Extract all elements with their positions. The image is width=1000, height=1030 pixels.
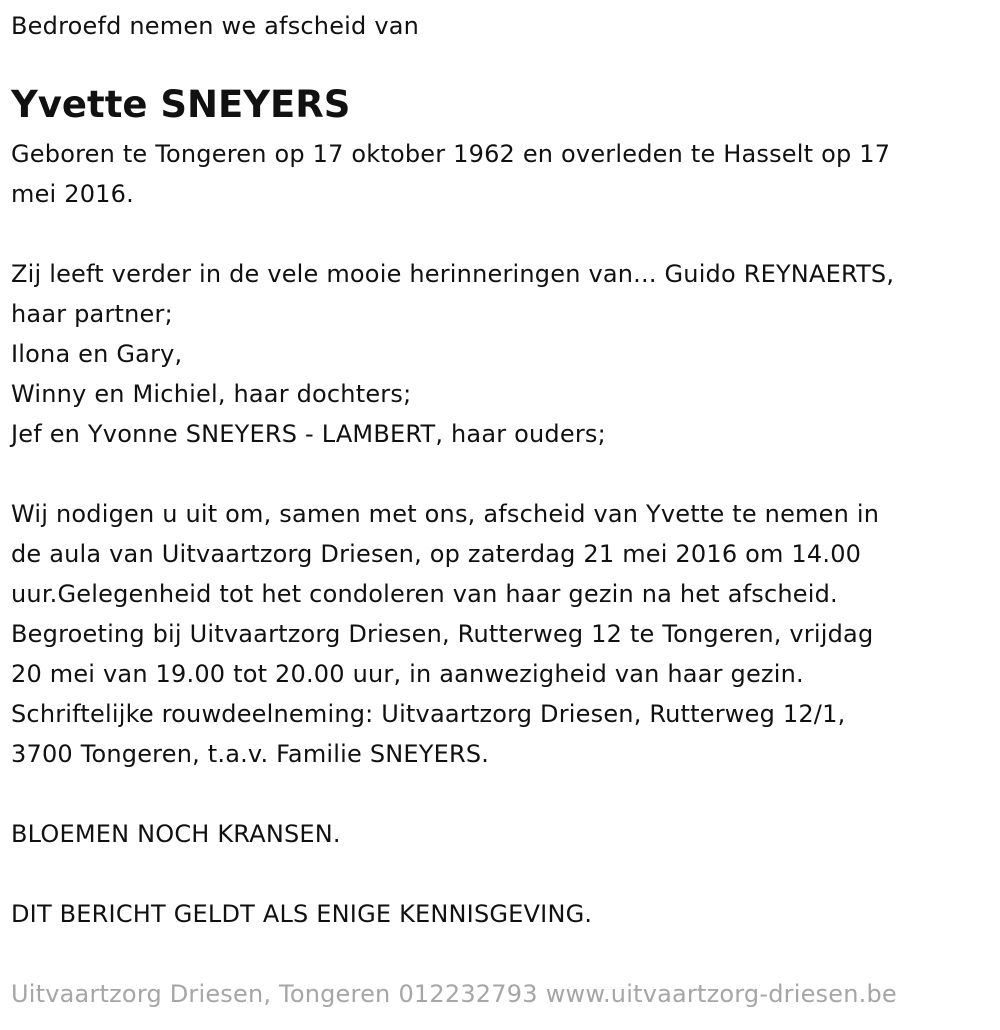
family-line: Ilona en Gary, (11, 340, 183, 368)
intro-text: Bedroefd nemen we afscheid van (11, 12, 420, 40)
ceremony-line: 3700 Tongeren, t.a.v. Familie SNEYERS. (11, 740, 490, 768)
ceremony-line: Begroeting bij Uitvaartzorg Driesen, Rutterweg 12 te Tongeren, vrijdag (11, 620, 874, 648)
ceremony-line: Schriftelijke rouwdeelneming: Uitvaartzorg Driesen, Rutterweg 12/1, (11, 700, 846, 728)
ceremony-paragraph (11, 494, 879, 774)
footer-website-link[interactable]: www.uitvaartzorg-driesen.be (545, 980, 897, 1008)
family-line: haar partner; (11, 300, 173, 328)
family-line: Jef en Yvonne SNEYERS - LAMBERT, haar ouders; (11, 420, 606, 448)
footer-phone: 012232793 (398, 980, 538, 1008)
ceremony-line: 20 mei van 19.00 tot 20.00 uur, in aanwezigheid van haar gezin. (11, 660, 804, 688)
ceremony-line: uur.Gelegenheid tot het condoleren van haar gezin na het afscheid. (11, 580, 838, 608)
birth-death-paragraph (11, 134, 890, 214)
birth-death-line: Geboren te Tongeren op 17 oktober 1962 en overleden te Hasselt op 17 (11, 140, 891, 168)
ceremony-line: de aula van Uitvaartzorg Driesen, op zaterdag 21 mei 2016 om 14.00 (11, 540, 862, 568)
family-line: Zij leeft verder in de vele mooie herinneringen van... Guido REYNAERTS, (11, 260, 895, 288)
family-paragraph (11, 254, 894, 454)
footer-company: Uitvaartzorg Driesen, Tongeren (11, 980, 391, 1008)
ceremony-line: Wij nodigen u uit om, samen met ons, afscheid van Yvette te nemen in (11, 500, 880, 528)
deceased-name: Yvette SNEYERS (11, 83, 351, 126)
family-line: Winny en Michiel, haar dochters; (11, 380, 412, 408)
footer (11, 974, 897, 1014)
notice-note: DIT BERICHT GELDT ALS ENIGE KENNISGEVING. (11, 900, 593, 928)
birth-death-line: mei 2016. (11, 180, 134, 208)
flowers-note: BLOEMEN NOCH KRANSEN. (11, 820, 341, 848)
